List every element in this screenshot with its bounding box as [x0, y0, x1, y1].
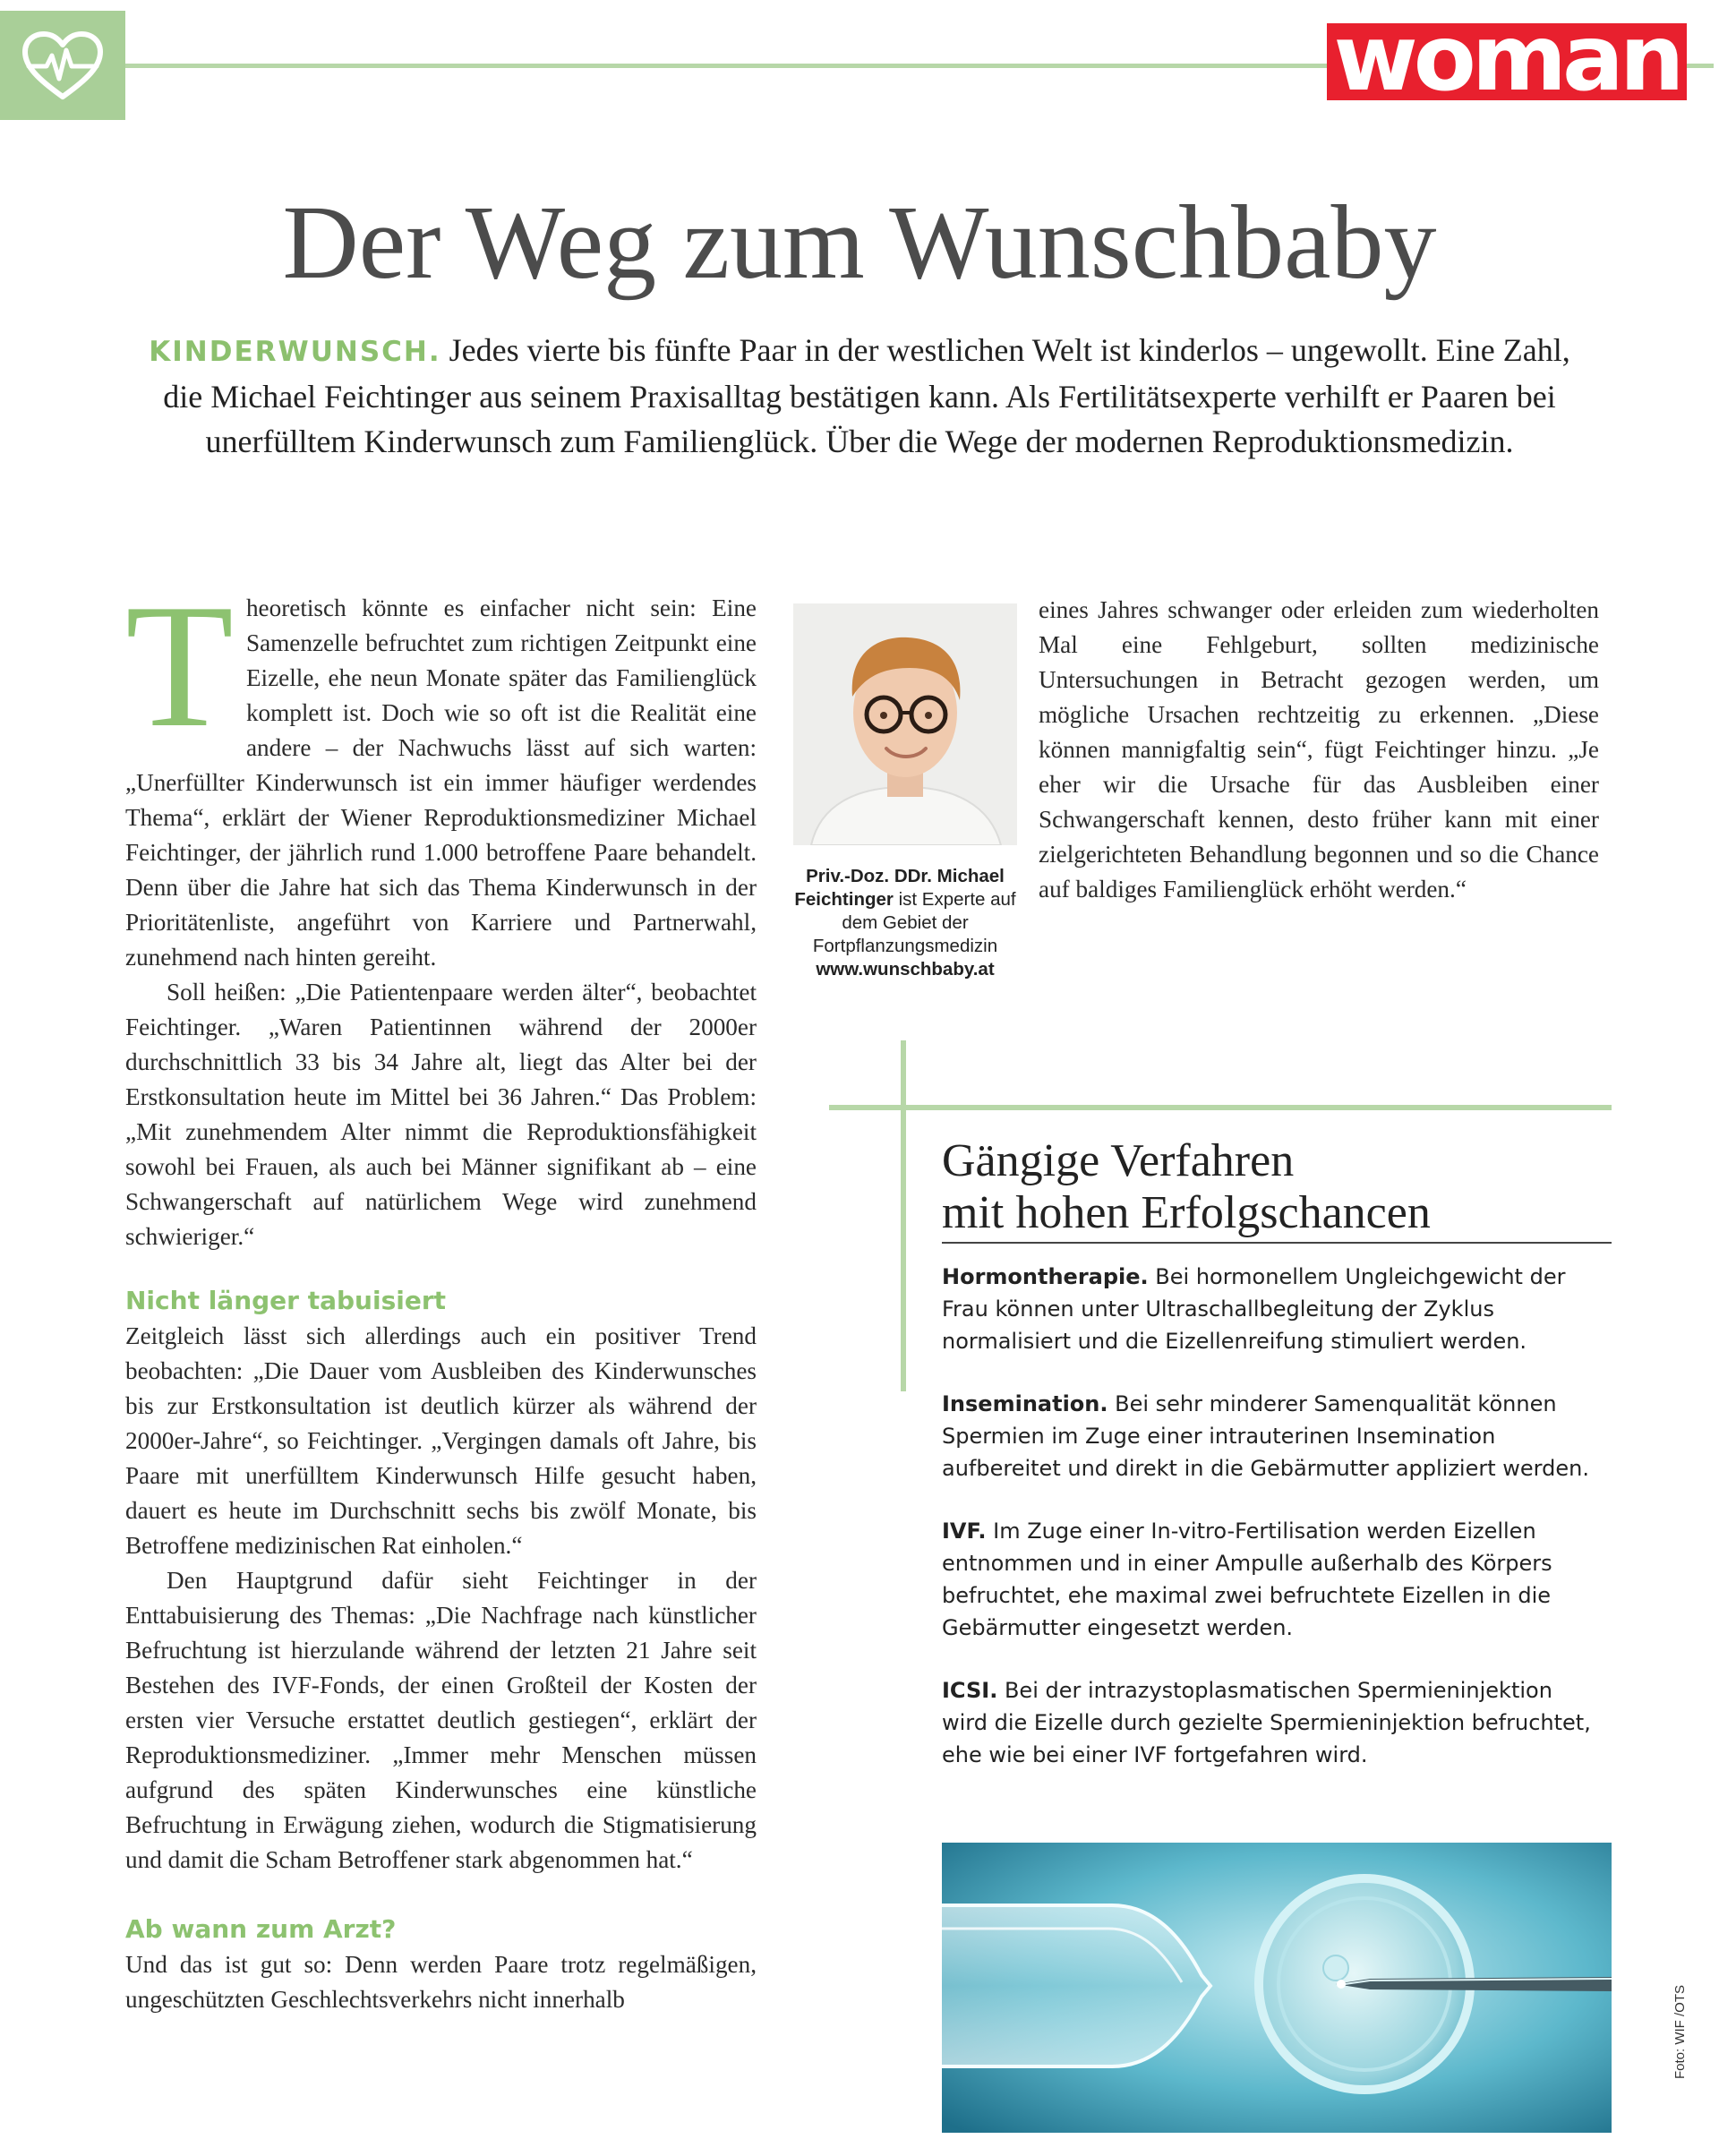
paragraph-5: Und das ist gut so: Denn werden Paare trotz regelmäßigen, ungeschützten Geschlechtsverkehrs nicht innerhalb: [125, 1951, 757, 2013]
procedure-term: IVF.: [942, 1519, 987, 1544]
logo-text: woman: [1333, 5, 1681, 112]
infobox-title-line1: Gängige Verfahren: [942, 1135, 1295, 1186]
portrait-illustration: [793, 603, 1017, 845]
procedure-insemination: [942, 1388, 1604, 1484]
body-column-right: [1039, 593, 1599, 907]
section-icon-box: [0, 11, 125, 120]
subheading-arzt: Ab wann zum Arzt?: [125, 1914, 397, 1944]
author-portrait: [793, 603, 1017, 845]
drop-cap: T: [125, 568, 234, 764]
procedure-term: Insemination.: [942, 1391, 1108, 1416]
infobox-title: [942, 1135, 1622, 1239]
infobox-title-line2: mit hohen Erfolgschancen: [942, 1187, 1431, 1238]
procedure-hormontherapie: [942, 1261, 1604, 1357]
procedure-text: Im Zuge einer In-vitro-Fertilisation werden Eizellen entnommen und in einer Ampulle außerhalb des Körpers befruchtet, ehe maximal zwei befruchtete Eizellen in die Gebärmutter eingesetzt werden.: [942, 1519, 1552, 1640]
procedure-icsi: [942, 1674, 1604, 1771]
paragraph-2: Soll heißen: „Die Patientenpaare werden älter“, beobachtet Feichtinger. „Waren Patientinnen während der 2000er durchschnittlich 33 bis 34 Jahre alt, liegt das Alter bei der Erstkonsultation heute im Mittel bei 36 Jahren.“ Das Problem: „Mit zunehmendem Alter nimmt die Reproduktionsfähigkeit sowohl bei Frauen, als auch bei Männer signifikant ab – eine Schwangerschaft auf natürlichem Wege wird zunehmend schwieriger.“: [125, 979, 757, 1250]
portrait-caption: [784, 865, 1026, 981]
caption-text: ist Experte auf dem Gebiet der Fortpflanzungsmedizin: [812, 889, 1016, 956]
paragraph-1: heoretisch könnte es einfacher nicht sein: Eine Samenzelle befruchtet zum richtigen Zeitpunkt eine Eizelle, ehe neun Monate später das Familienglück komplett ist. Doch wie so oft ist die Realität eine andere – der Nachwuchs lässt auf sich warten: „Unerfüllter Kinderwunsch ist ein immer häufiger werdendes Thema“, erklärt der Wiener Reproduktionsmediziner Michael Feichtinger, der jährlich rund 1.000 betroffene Paare behandelt. Denn über die Jahre hat sich das Thema Kinderwunsch in der Prioritätenliste, angeführt von Karriere und Partnerwahl, zunehmend nach hinten gereiht.: [125, 595, 757, 971]
paragraph-6: eines Jahres schwanger oder erleiden zum wiederholten Mal eine Fehlgeburt, sollten medizinische Untersuchungen in Betracht gezogen werden, um mögliche Ursachen rechtzeitig zu erkennen. „Diese können mannigfaltig sein“, fügt Feichtinger hinzu. „Je eher wir die Ursache für das Ausbleiben einer Schwangerschaft kennen, desto früher kann mit einer zielgerichteten Behandlung begonnen und so die Chance auf baldiges Familienglück erhöht werden.“: [1039, 596, 1599, 903]
paragraph-4: Den Hauptgrund dafür sieht Feichtinger in der Enttabuisierung des Themas: „Die Nachfrage nach künstlicher Befruchtung ist hierzulande während der letzten 21 Jahre seit Bestehen des IVF-Fonds, der einen Großteil der Kosten der ersten vier Versuche erstattet deutlich gestiegen“, erklärt der Reproduktionsmediziner. „Immer mehr Menschen müssen aufgrund des späten Kinderwunsches eine künstliche Befruchtung in Erwägung ziehen, wodurch die Stigmatisierung und damit die Scham Betroffener stark abgenommen hat.“: [125, 1567, 757, 1873]
photo-credit: Foto: WIF /OTS: [1672, 1984, 1688, 2079]
infobox-cross-horizontal: [829, 1105, 1612, 1110]
infobox-cross-vertical: [901, 1040, 906, 1391]
infobox-title-rule: [942, 1242, 1612, 1244]
header-rule-end: [1687, 64, 1714, 68]
article-title: Der Weg zum Wunschbaby: [282, 184, 1437, 301]
heart-pulse-icon: [20, 30, 106, 102]
procedure-list: [942, 1261, 1604, 1801]
magazine-logo: [1327, 5, 1687, 112]
procedure-text: Bei sehr minderer Samenqualität können Spermien im Zuge einer intrauterinen Insemination aufbereitet und direkt in die Gebärmutter appliziert werden.: [942, 1391, 1589, 1481]
icsi-microscope-image: [942, 1843, 1612, 2133]
lead-kicker: KINDERWUNSCH.: [149, 336, 441, 368]
paragraph-3: Zeitgleich lässt sich allerdings auch ein positiver Trend beobachten: „Die Dauer vom Ausbleiben des Kinderwunsches bis zur Erstkonsultation ist deutlich kürzer als während der 2000er-Jahre“, so Feichtinger. „Vergingen damals oft Jahre, bis Paare mit unerfülltem Kinderwunsch Hilfe gesucht haben, dauert es heute im Durchschnitt sechs bis zwölf Monate, bis Betroffene medizinischen Rat einholen.“: [125, 1322, 757, 1559]
procedure-text: Bei der intrazystoplasmatischen Spermieninjektion wird die Eizelle durch gezielte Spermieninjektion befruchtet, ehe wie bei einer IVF fortgefahren wird.: [942, 1678, 1591, 1767]
subheading-tabu: Nicht länger tabuisiert: [125, 1286, 447, 1315]
header-rule: [125, 64, 1327, 68]
procedure-ivf: [942, 1515, 1604, 1644]
procedure-term: Hormontherapie.: [942, 1264, 1149, 1289]
lead-text: Jedes vierte bis fünfte Paar in der westlichen Welt ist kinderlos – ungewollt. Eine Zahl, die Michael Feichtinger aus seinem Praxisalltag bestätigen kann. Als Fertilitätsexperte verhilft er Paaren bei unerfülltem Kinderwunsch zum Familienglück. Über die Wege der modernen Reproduktionsmedizin.: [163, 332, 1570, 459]
microscope-illustration: [942, 1843, 1612, 2133]
body-column-left: [125, 568, 757, 2017]
procedure-term: ICSI.: [942, 1678, 998, 1703]
article-lead: [134, 328, 1585, 464]
procedure-text: Bei hormonellem Ungleichgewicht der Frau können unter Ultraschallbegleitung der Zyklus normalisiert und die Eizellenreifung stimuliert werden.: [942, 1264, 1566, 1354]
caption-url[interactable]: www.wunschbaby.at: [816, 959, 995, 980]
caption-name: Priv.-Doz. DDr. Michael Feichtinger: [794, 866, 1005, 910]
